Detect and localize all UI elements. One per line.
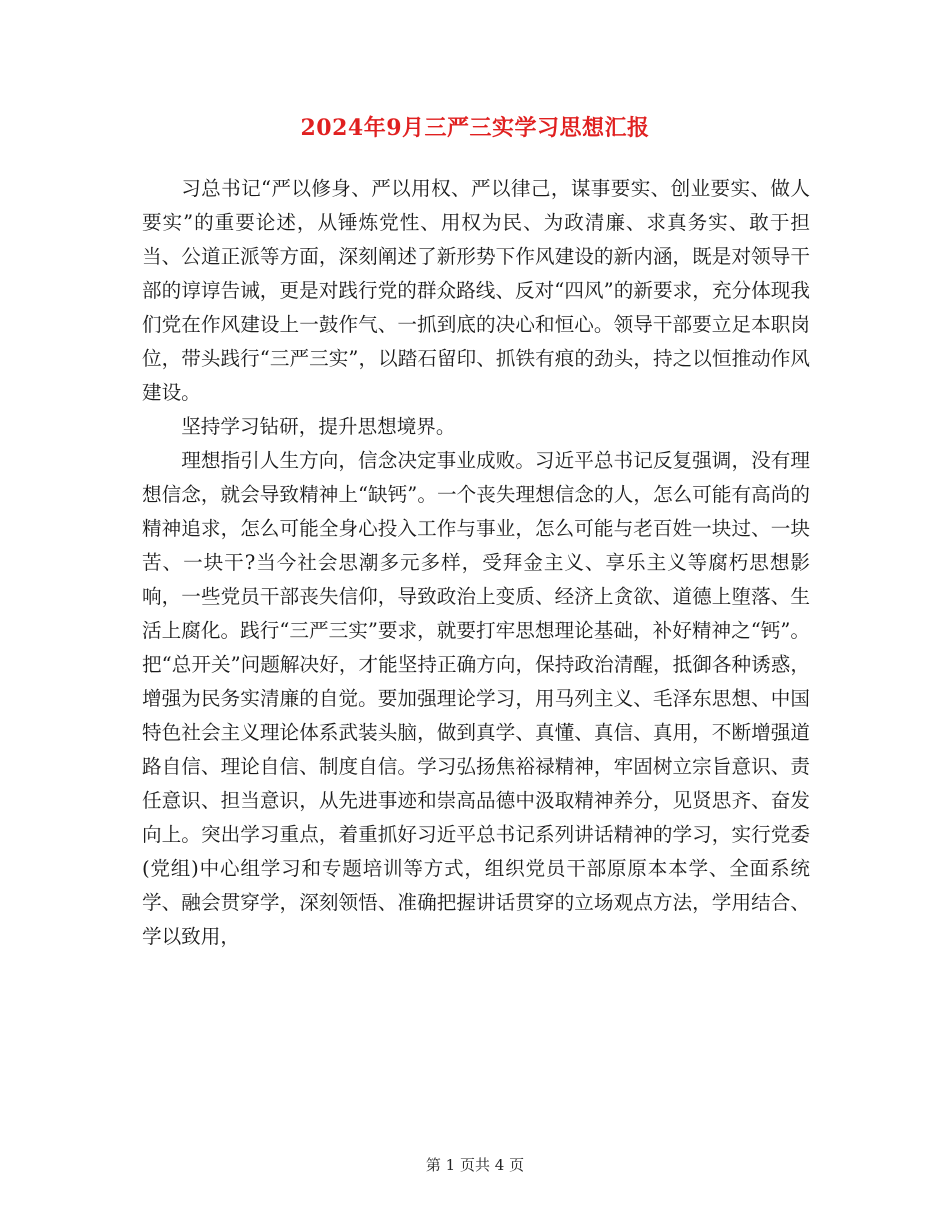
document-body [142, 172, 810, 954]
paragraph-main: 理想指引人生方向，信念决定事业成败。习近平总书记反复强调，没有理想信念，就会导致精神上“缺钙”。一个丧失理想信念的人，怎么可能有高尚的精神追求，怎么可能全身心投入工作与事业，怎么可能与老百姓一块过、一块苦、一块干?当今社会思潮多元多样，受拜金主义、享乐主义等腐朽思想影响，一些党员干部丧失信仰，导致政治上变质、经济上贪欲、道德上堕落、生活上腐化。践行“三严三实”要求，就要打牢思想理论基础，补好精神之“钙”。把“总开关”问题解决好，才能坚持正确方向，保持政治清醒，抵御各种诱惑，增强为民务实清廉的自觉。要加强理论学习，用马列主义、毛泽东思想、中国特色社会主义理论体系武装头脑，做到真学、真懂、真信、真用，不断增强道路自信、理论自信、制度自信。学习弘扬焦裕禄精神，牢固树立宗旨意识、责任意识、担当意识，从先进事迹和崇高品德中汲取精神养分，见贤思齐、奋发向上。突出学习重点，着重抓好习近平总书记系列讲话精神的学习，实行党委(党组)中心组学习和专题培训等方式，组织党员干部原原本本学、全面系统学、融会贯穿学，深刻领悟、准确把握讲话贯穿的立场观点方法，学用结合、学以致用， [142, 449, 810, 948]
page-number-footer: 第 1 页共 4 页 [425, 1156, 525, 1174]
paragraph-heading: 坚持学习钻研，提升思想境界。 [181, 415, 456, 438]
document-title: 2024年9月三严三实学习思想汇报 [300, 115, 650, 141]
paragraph-intro: 习总书记“严以修身、严以用权、严以律己，谋事要实、创业要实、做人要实”的重要论述，从锤炼党性、用权为民、为政清廉、求真务实、敢于担当、公道正派等方面，深刻阐述了新形势下作风建设的新内涵，既是对领导干部的谆谆告诫，更是对践行党的群众路线、反对“四风”的新要求，充分体现我们党在作风建设上一鼓作气、一抓到底的决心和恒心。领导干部要立足本职岗位，带头践行“三严三实”，以踏石留印、抓铁有痕的劲头，持之以恒推动作风建设。 [142, 177, 810, 404]
